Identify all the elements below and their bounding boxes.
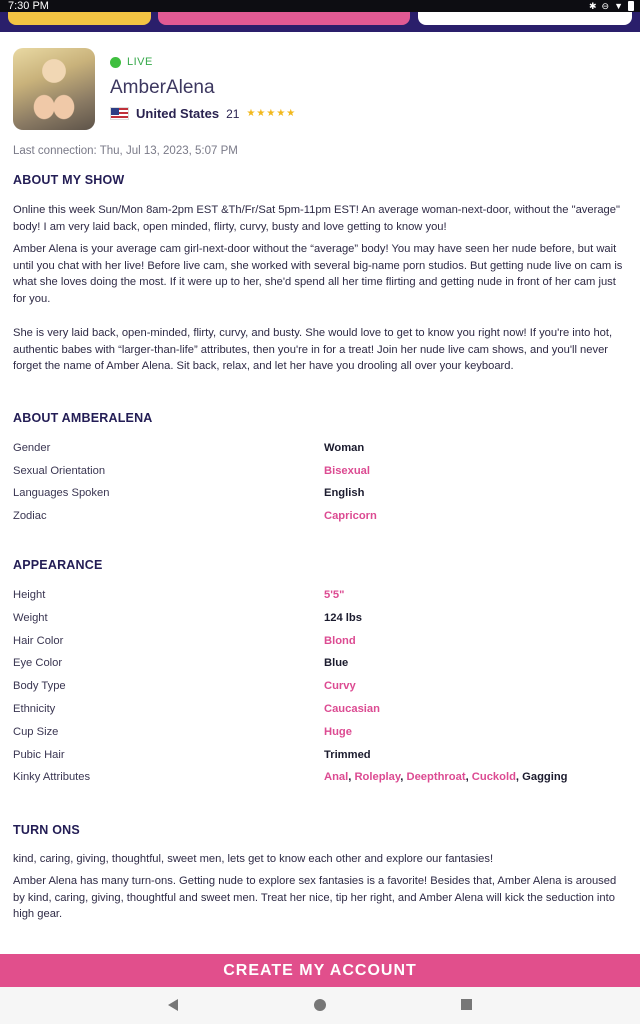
status-icons <box>589 1 634 11</box>
detail-value: Blue <box>324 657 349 670</box>
top-nav <box>0 12 640 32</box>
detail-row <box>13 437 627 460</box>
rating-stars-icon: ★★★★★ <box>246 108 297 119</box>
detail-row <box>13 629 627 652</box>
us-flag-icon <box>110 107 129 120</box>
detail-key: Languages Spoken <box>13 487 110 500</box>
detail-value: 124 lbs <box>324 611 362 624</box>
detail-key: Ethnicity <box>13 703 56 716</box>
turn-ons-paragraph: Amber Alena has many turn-ons. Getting nude to explore sex fantasies is a favorite! Besides that, Amber Alena is aroused by kind, caring, giving, thoughtful and sweet men. Treat her nice, tip her right, and Amber Alena will kick the seduction into high gear. <box>13 875 617 921</box>
detail-key: Zodiac <box>13 510 47 523</box>
age: 21 <box>226 106 240 121</box>
detail-row <box>13 720 627 743</box>
detail-row <box>13 675 627 698</box>
battery-icon <box>628 1 634 11</box>
detail-key: Weight <box>13 611 48 624</box>
detail-value-link[interactable]: Capricorn <box>324 510 377 523</box>
detail-value: Woman <box>324 441 365 454</box>
detail-key: Body Type <box>13 680 66 693</box>
detail-value-link[interactable]: Huge <box>324 725 352 738</box>
turn-ons-heading: TURN ONS <box>13 822 80 837</box>
kinky-tag: Gagging <box>522 771 568 784</box>
live-label: LIVE <box>127 56 153 68</box>
detail-key: Gender <box>13 441 51 454</box>
detail-key: Hair Color <box>13 634 64 647</box>
status-bar <box>0 0 640 12</box>
nav-tab-white[interactable] <box>418 12 632 25</box>
detail-row <box>13 652 627 675</box>
detail-value: Trimmed <box>324 748 371 761</box>
detail-value-link[interactable]: Caucasian <box>324 703 380 716</box>
clock: 7:30 PM <box>8 0 49 12</box>
detail-value: English <box>324 487 365 500</box>
bluetooth-icon: ✱ <box>588 1 597 11</box>
appearance-heading: APPEARANCE <box>13 557 103 572</box>
detail-key: Pubic Hair <box>13 748 65 761</box>
about-model-list <box>13 437 627 528</box>
detail-row <box>13 459 627 482</box>
country: United States <box>136 106 220 121</box>
detail-row <box>13 743 627 766</box>
profile-header <box>13 32 627 142</box>
detail-key: Sexual Orientation <box>13 464 106 477</box>
kinky-tag-link[interactable]: Roleplay <box>354 771 401 784</box>
nav-tab-pink[interactable] <box>158 12 410 25</box>
detail-row <box>13 766 627 789</box>
about-show-paragraph: Online this week Sun/Mon 8am-2pm EST &Th/Fr/Sat 5pm-11pm EST! An average woman-next-door, without the "average" body! I am very laid back, open minded, flirty, curvy, busty and love getting to know you! <box>13 204 620 233</box>
detail-key: Height <box>13 589 46 602</box>
detail-row <box>13 584 627 607</box>
back-icon[interactable] <box>168 999 178 1011</box>
detail-value-link[interactable]: 5'5" <box>324 589 345 602</box>
nav-tab-yellow[interactable] <box>8 12 151 25</box>
detail-key: Kinky Attributes <box>13 771 91 784</box>
last-connection: Last connection: Thu, Jul 13, 2023, 5:07 PM <box>13 145 238 157</box>
kinky-tag-link[interactable]: Deepthroat <box>406 771 466 784</box>
home-icon[interactable] <box>314 999 326 1011</box>
detail-row <box>13 698 627 721</box>
avatar[interactable] <box>13 48 95 130</box>
detail-row <box>13 482 627 505</box>
about-show-paragraph: Amber Alena is your average cam girl-next-door without the “average” body! You may have seen her nude before, but wait until you chat with her live! Before live cam, she worked with several big-name porn studios. But getting nude live on cam is what she loves doing the most. If it were up to her, she'd spend all her time flirting and getting nude in front of her cam just for you. <box>13 243 623 305</box>
wifi-icon: ▼ <box>614 1 623 11</box>
detail-row <box>13 606 627 629</box>
live-status <box>110 56 153 68</box>
kinky-attributes: Anal, Roleplay, Deepthroat, Cuckold, Gagging <box>324 771 568 784</box>
detail-key: Cup Size <box>13 725 59 738</box>
username: AmberAlena <box>110 77 215 98</box>
appearance-list <box>13 584 627 789</box>
live-dot-icon <box>110 57 121 68</box>
turn-ons-paragraph: kind, caring, giving, thoughtful, sweet men, lets get to know each other and explore our fantasies! <box>13 852 494 865</box>
recent-apps-icon[interactable] <box>461 999 472 1010</box>
country-row <box>110 106 296 121</box>
system-nav-bar <box>0 987 640 1024</box>
kinky-tag-link[interactable]: Cuckold <box>471 771 516 784</box>
profile-content[interactable] <box>0 32 640 954</box>
about-show-heading: ABOUT MY SHOW <box>13 173 125 187</box>
kinky-tag-link[interactable]: Anal <box>324 771 349 784</box>
do-not-disturb-icon: ⊖ <box>601 1 610 11</box>
detail-key: Eye Color <box>13 657 63 670</box>
detail-value-link[interactable]: Blond <box>324 634 356 647</box>
about-model-heading: ABOUT AMBERALENA <box>13 410 153 425</box>
create-account-button[interactable]: CREATE MY ACCOUNT <box>0 954 640 987</box>
detail-value-link[interactable]: Curvy <box>324 680 356 693</box>
detail-row <box>13 505 627 528</box>
about-show-paragraph: She is very laid back, open-minded, flirty, curvy, and busty. She would love to get to know you right now! If you're into hot, authentic babes with “larger-than-life” attributes, then you're in for a treat! Join her nude live cam shows, and you'll never forget the name of Amber Alena. Sit back, relax, and let her have you drooling all over your keyboard. <box>13 327 613 372</box>
detail-value-link[interactable]: Bisexual <box>324 464 371 477</box>
